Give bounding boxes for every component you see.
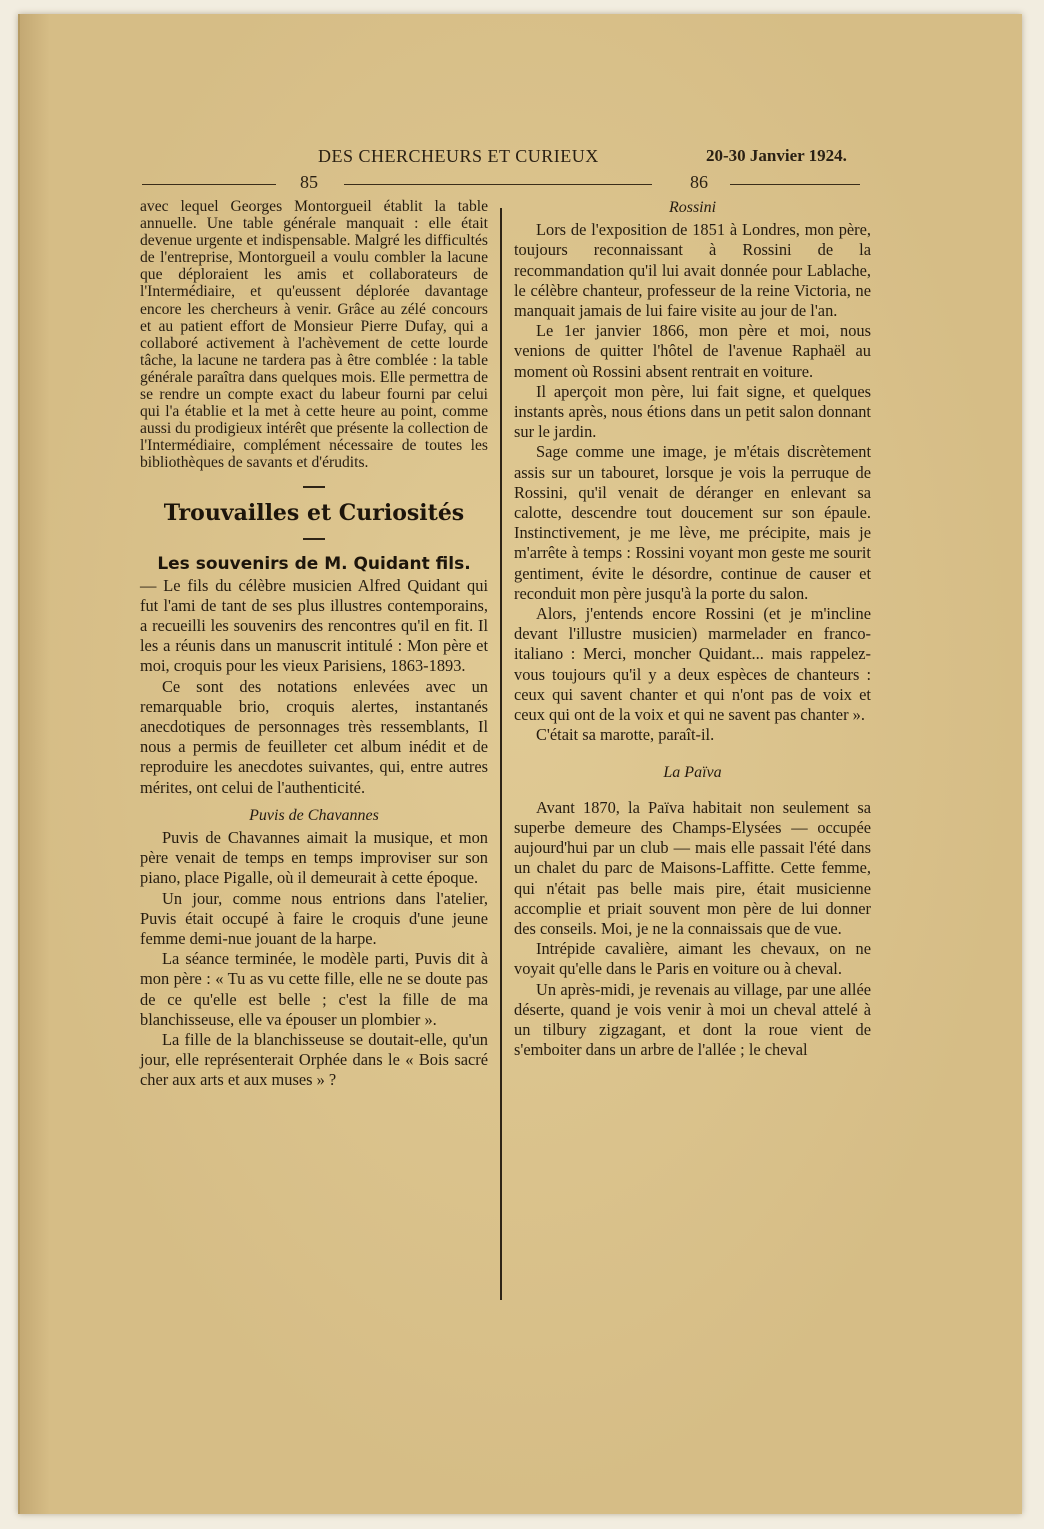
page-rule-center	[344, 184, 652, 185]
article-paragraph: — Le fils du célèbre musicien Alfred Quidant qui fut l'ami de tant de ses plus illustres contemporains, a recueilli les souvenirs des rencontres qu'il en fit. Il les a réunis dans un manuscrit intitulé : Mon père et moi, croquis pour les vieux Parisiens, 1863-1893.	[140, 575, 488, 676]
page-header	[0, 146, 1044, 170]
subhead-puvis: Puvis de Chavannes	[249, 806, 379, 824]
rossini-paragraph: Sage comme une image, je m'étais discrètement assis sur un tabouret, lorsque je vois la perruque de Rossini, qu'il venait de déranger en enlevant sa calotte, descendre tout doucement sur son épaule. Instinctivement, je me lève, me précipite, mais je m'arrête à temps : Rossini voyant mon geste me sourit gentiment, évite le désordre, continue de causer et reconduit mon père jusqu'à la porte du salon.	[514, 442, 871, 603]
puvis-paragraph: Puvis de Chavannes aimait la musique, et mon père venait de temps en temps improviser sur son piano, place Pigalle, où il demeurait à cette époque.	[140, 827, 488, 888]
article-title: Les souvenirs de M. Quidant fils.	[157, 553, 471, 574]
page-rule-right	[730, 184, 860, 185]
section-title: Trouvailles et Curiosités	[163, 499, 465, 526]
puvis-paragraph: La séance terminée, le modèle parti, Puvis dit à mon père : « Tu as vu cette fille, elle ne se doute pas de ce qu'elle est belle ; c'est la fille de ma blanchisseuse, elle va épouser un plombier ».	[140, 949, 488, 1029]
issue-date: 20-30 Janvier 1924.	[706, 146, 847, 165]
section-dash-bottom	[140, 530, 488, 546]
rossini-paragraph: Lors de l'exposition de 1851 à Londres, mon père, toujours reconnaissant à Rossini de la recommandation qu'il lui avait donnée pour Lablache, le célèbre chanteur, professeur de la reine Victoria, ne manquait jamais de lui faire visite au jour de l'an.	[514, 220, 871, 321]
puvis-paragraph: Un jour, comme nous entrions dans l'atelier, Puvis était occupé à faire le croquis d'une jeune femme demi-nue jouant de la harpe.	[140, 888, 488, 948]
page-number-right: 86	[690, 172, 708, 192]
paiva-paragraph: Avant 1870, la Païva habitait non seulement sa superbe demeure des Champs-Elysées — occupée aujourd'hui par un club — mais elle passait l'été dans un chalet du parc de Maisons-Laffitte. Cette femme, qui n'était pas belle mais pire, était musicienne accomplie et priait souvent mon père de lui donner des conseils. Moi, je ne la connaissais que de vue.	[514, 797, 871, 938]
paiva-paragraph: Intrépide cavalière, aimant les chevaux, on ne voyait qu'elle dans le Paris en voiture ou à cheval.	[514, 939, 871, 979]
rossini-paragraph: Le 1er janvier 1866, mon père et moi, nous venions de quitter l'hôtel de l'avenue Raphaël au moment où Rossini absent rentrait en voiture.	[514, 321, 871, 381]
column-divider	[500, 208, 502, 1300]
subhead-paiva: La Païva	[663, 764, 722, 782]
paiva-paragraph: Un après-midi, je revenais au village, par une allée déserte, quand je vois venir à moi un cheval attelé à un tilbury zigzagant, et dont la roue vient de s'emboiter dans un arbre de l'allée ; le cheval	[514, 979, 871, 1060]
subhead-rossini: Rossini	[668, 199, 717, 216]
rossini-paragraph: Il aperçoit mon père, lui fait signe, et quelques instants après, nous étions dans un petit salon donnant sur le jardin.	[514, 381, 871, 442]
intro-paragraph: avec lequel Georges Montorgueil établit la table annuelle. Une table générale manquait : elle était devenue urgente et indispensable. Malgré les difficultés de l'entreprise, Montorgueil a voulu combler la lacune que déploraient les amis et collaborateurs de l'Intermédiaire, et qu'eussent déplorée davantage encore les chercheurs à venir. Grâce au zélé concours et au patient effort de Monsieur Pierre Dufay, qui a collaboré activement à l'achèvement de cette lourde tâche, la lacune ne tardera pas à être comblée : la table générale paraîtra dans quelques mois. Elle permettra de se rendre un compte exact du labeur fourni par celui qui l'a établie et la met à cette heure au point, comme aussi du prodigieux intérêt que présente la collection de l'Intermédiaire, complément nécessaire de toutes les bibliothèques de savants et d'érudits.	[140, 198, 488, 472]
rossini-paragraph: Alors, j'entends encore Rossini (et je m'incline devant l'illustre musicien) marmelader en franco-italiano : Merci, moncher Quidant... mais rappelez-vous toujours qu'il y a deux espèces de chanteurs : ceux qui savent chanter et qui n'ont pas de voix et ceux qui ont de la voix et qui ne savent pas chanter ».	[514, 604, 871, 725]
section-dash-top	[140, 478, 488, 494]
right-column	[514, 198, 871, 1060]
article-paragraph: Ce sont des notations enlevées avec un remarquable brio, croquis alertes, instantanés anecdotiques de personnages très ressemblants, Il nous a permis de feuilleter cet album inédit et de reproduire les anecdotes suivantes, qui, entre autres mérites, ont celui de l'authenticité.	[140, 676, 488, 797]
left-column	[140, 198, 488, 1091]
puvis-paragraph: La fille de la blanchisseuse se doutait-elle, qu'un jour, elle représenterait Orphée dans le « Bois sacré cher aux arts et aux muses » ?	[140, 1029, 488, 1090]
rossini-paragraph: C'était sa marotte, paraît-il.	[536, 725, 715, 745]
page-rule-left-a	[142, 184, 276, 185]
journal-title: DES CHERCHEURS ET CURIEUX	[318, 146, 599, 166]
page-number-left: 85	[300, 172, 318, 192]
